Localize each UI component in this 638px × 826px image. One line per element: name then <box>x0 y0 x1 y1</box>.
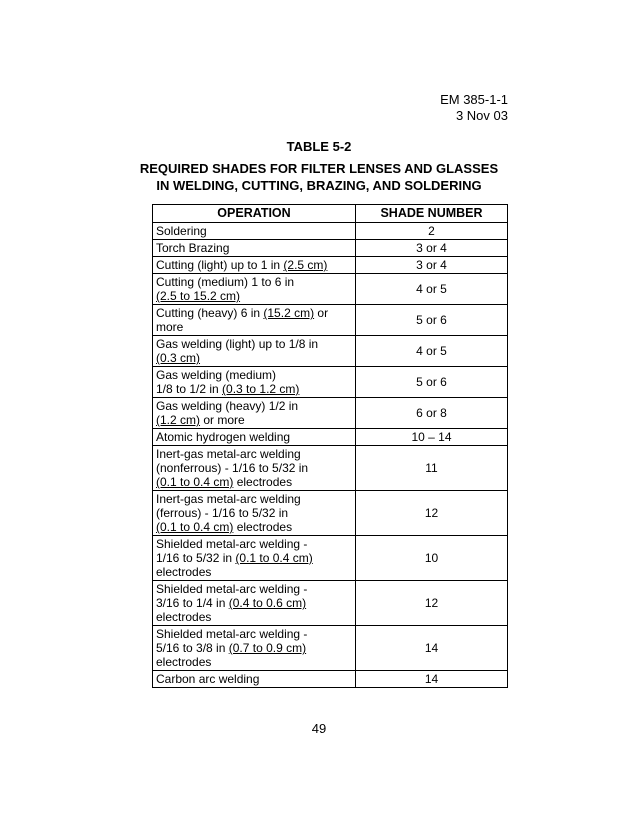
operation-line <box>156 537 352 551</box>
metric-conversion: (0.1 to 0.4 cm) <box>156 520 234 534</box>
column-header-operation: OPERATION <box>153 205 356 223</box>
operation-cell <box>153 671 356 688</box>
document-date: 3 Nov 03 <box>455 108 508 123</box>
shade-cell: 5 or 6 <box>356 367 508 398</box>
shade-cell: 10 – 14 <box>356 429 508 446</box>
table-body <box>153 223 508 688</box>
shade-table <box>152 204 508 688</box>
operation-line <box>156 461 352 475</box>
operation-line <box>156 258 352 272</box>
operation-line <box>156 582 352 596</box>
operation-line <box>156 275 352 289</box>
operation-line <box>156 627 352 641</box>
operation-line <box>156 596 352 610</box>
table-row <box>153 626 508 671</box>
operation-cell <box>153 240 356 257</box>
metric-conversion: (2.5 cm) <box>283 258 328 272</box>
operation-text: Torch Brazing <box>156 241 230 255</box>
operation-cell <box>153 626 356 671</box>
operation-text: Atomic hydrogen welding <box>156 430 291 444</box>
operation-text: electrodes <box>233 520 293 534</box>
operation-text: (nonferrous) - 1/16 to 5/32 in <box>156 461 309 475</box>
operation-line <box>156 672 352 686</box>
operation-line <box>156 382 352 396</box>
shade-cell: 10 <box>356 536 508 581</box>
shade-cell: 5 or 6 <box>356 305 508 336</box>
operation-line <box>156 224 352 238</box>
operation-text: Inert-gas metal-arc welding <box>156 447 301 461</box>
table-title: TABLE 5-2 <box>286 139 352 154</box>
operation-cell <box>153 446 356 491</box>
operation-text: Shielded metal-arc welding - <box>156 582 308 596</box>
operation-line <box>156 551 352 565</box>
shade-cell: 14 <box>356 671 508 688</box>
table-row <box>153 429 508 446</box>
operation-cell <box>153 367 356 398</box>
metric-conversion: (0.4 to 0.6 cm) <box>228 596 307 610</box>
operation-text: 5/16 to 3/8 in <box>156 641 229 655</box>
operation-text: 1/16 to 5/32 in <box>156 551 236 565</box>
operation-text: Cutting (light) up to 1 in <box>156 258 284 272</box>
operation-line <box>156 368 352 382</box>
operation-line <box>156 241 352 255</box>
operation-cell <box>153 398 356 429</box>
operation-text: Gas welding (heavy) 1/2 in <box>156 399 299 413</box>
operation-cell <box>153 257 356 274</box>
operation-text: Shielded metal-arc welding - <box>156 627 308 641</box>
subtitle-line-1: REQUIRED SHADES FOR FILTER LENSES AND GLASSES <box>139 161 499 176</box>
operation-text: Gas welding (light) up to 1/8 in <box>156 337 319 351</box>
operation-cell <box>153 305 356 336</box>
operation-line <box>156 399 352 413</box>
operation-cell <box>153 429 356 446</box>
table-row <box>153 223 508 240</box>
document-id: EM 385-1-1 <box>440 92 508 107</box>
metric-conversion: (15.2 cm) <box>263 306 315 320</box>
table-row <box>153 398 508 429</box>
shade-cell: 2 <box>356 223 508 240</box>
table-header-row <box>153 205 508 223</box>
shade-cell: 12 <box>356 581 508 626</box>
shade-cell: 4 or 5 <box>356 274 508 305</box>
column-header-shade: SHADE NUMBER <box>356 205 508 223</box>
table-row <box>153 491 508 536</box>
operation-line <box>156 475 352 489</box>
operation-text: 1/8 to 1/2 in <box>156 382 223 396</box>
metric-conversion: (0.3 to 1.2 cm) <box>222 382 300 396</box>
table-subtitle <box>0 160 638 194</box>
shade-cell: 3 or 4 <box>356 240 508 257</box>
page-number: 49 <box>311 721 327 736</box>
operation-text: electrodes <box>156 655 212 669</box>
shade-cell: 3 or 4 <box>356 257 508 274</box>
operation-text: Inert-gas metal-arc welding <box>156 492 301 506</box>
operation-line <box>156 337 352 351</box>
operation-line <box>156 506 352 520</box>
metric-conversion: (2.5 to 15.2 cm) <box>156 289 241 303</box>
operation-line <box>156 289 352 303</box>
table-row <box>153 536 508 581</box>
operation-cell <box>153 536 356 581</box>
table-row <box>153 671 508 688</box>
shade-cell: 11 <box>356 446 508 491</box>
operation-text: Carbon arc welding <box>156 672 260 686</box>
operation-line <box>156 655 352 669</box>
operation-line <box>156 413 352 427</box>
operation-text: electrodes <box>156 565 212 579</box>
operation-cell <box>153 336 356 367</box>
operation-text: Gas welding (medium) <box>156 368 277 382</box>
operation-line <box>156 351 352 365</box>
operation-line <box>156 430 352 444</box>
operation-text: or <box>314 306 329 320</box>
operation-cell <box>153 491 356 536</box>
metric-conversion: (0.1 to 0.4 cm) <box>235 551 313 565</box>
operation-line <box>156 641 352 655</box>
operation-line <box>156 320 352 334</box>
operation-line <box>156 520 352 534</box>
metric-conversion: (0.3 cm) <box>156 351 201 365</box>
operation-cell <box>153 274 356 305</box>
operation-text: electrodes <box>233 475 293 489</box>
table-row <box>153 367 508 398</box>
operation-text: more <box>156 320 184 334</box>
operation-text: Cutting (medium) 1 to 6 in <box>156 275 295 289</box>
operation-line <box>156 492 352 506</box>
operation-line <box>156 306 352 320</box>
operation-text: Cutting (heavy) 6 in <box>156 306 264 320</box>
operation-text: or more <box>200 413 245 427</box>
table-row <box>153 240 508 257</box>
operation-line <box>156 610 352 624</box>
operation-line <box>156 447 352 461</box>
table-row <box>153 305 508 336</box>
subtitle-line-2: IN WELDING, CUTTING, BRAZING, AND SOLDERING <box>156 178 482 193</box>
operation-text: electrodes <box>156 610 212 624</box>
table-row <box>153 336 508 367</box>
table-row <box>153 257 508 274</box>
shade-cell: 6 or 8 <box>356 398 508 429</box>
metric-conversion: (1.2 cm) <box>156 413 201 427</box>
operation-text: Shielded metal-arc welding - <box>156 537 308 551</box>
document-header <box>440 92 508 124</box>
operation-text: (ferrous) - 1/16 to 5/32 in <box>156 506 289 520</box>
operation-text: 3/16 to 1/4 in <box>156 596 229 610</box>
table-row <box>153 581 508 626</box>
metric-conversion: (0.1 to 0.4 cm) <box>156 475 234 489</box>
operation-line <box>156 565 352 579</box>
operation-cell <box>153 223 356 240</box>
operation-text: Soldering <box>156 224 207 238</box>
operation-cell <box>153 581 356 626</box>
shade-cell: 4 or 5 <box>356 336 508 367</box>
table-row <box>153 446 508 491</box>
table-row <box>153 274 508 305</box>
shade-cell: 14 <box>356 626 508 671</box>
metric-conversion: (0.7 to 0.9 cm) <box>228 641 307 655</box>
shade-cell: 12 <box>356 491 508 536</box>
